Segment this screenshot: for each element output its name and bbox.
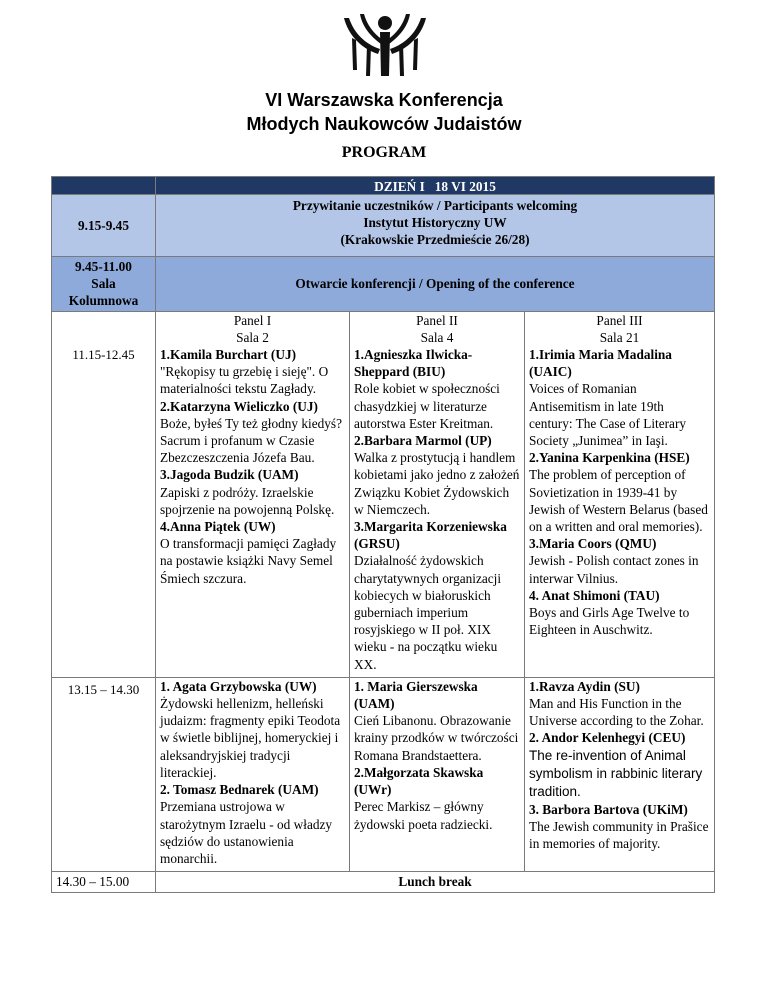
panel-2-name: Panel II [416,312,458,328]
panel-header-time-cell [52,311,156,329]
talk-title: "Rękopisy tu grzebię i sieję". O materialności tekstu Zagłady. [160,364,329,397]
welcome-time: 9.15-9.45 [52,195,156,257]
conference-title-line1: VI Warszawska Konferencja [265,90,503,110]
panel-1-header [156,311,350,329]
opening-room2: Kolumnowa [68,293,139,309]
speaker: 2. Andor Kelenhegyi (CEU) [529,730,686,746]
speaker: 2.Małgorzata Skawska (UWr) [354,764,484,798]
session2-row [52,677,715,871]
opening-row [52,256,715,311]
speaker: 1. Agata Grzybowska (UW) [160,678,317,694]
day-header [156,177,715,195]
talk-title: Cień Libanonu. Obrazowanie krainy przodków w twórczości Romana Brandstaettera. [354,713,519,763]
speaker: 2.Yanina Karpenkina (HSE) [529,450,690,466]
talk-title: The re-invention of Animal symbolism in rabbinic literary tradition. [529,747,703,799]
panel-3-room: Sala 21 [599,329,640,345]
talk-title: Voices of Romanian Antisemitism in late 19th century: The Case of Literary Society „Junimea” in Iaşi. [529,381,687,449]
speaker: 3.Margarita Korzeniewska (GRSU) [354,519,507,552]
speaker: 3.Jagoda Budzik (UAM) [160,467,299,483]
panel-2-header [350,311,525,329]
speaker: 1.Agnieszka Ilwicka-Sheppard (BIU) [354,347,473,380]
talk-title: Jewish - Polish contact zones in interwar Vilnius. [529,553,699,586]
panel-2-room: Sala 4 [420,329,454,345]
speaker: 3.Maria Coors (QMU) [529,536,657,552]
talk-title: O transformacji pamięci Zagłady na postawie książki Navy Semel Śmiech szczura. [160,536,337,586]
talk-title: Przemiana ustrojowa w starożytnym Izraelu - od władzy sędziów do ustanowienia monarchii. [160,799,333,866]
lunch-text: Lunch break [156,872,715,893]
welcome-line3: (Krakowskie Przedmieście 26/28) [340,232,530,248]
day-header-row [52,177,715,195]
opening-text: Otwarcie konferencji / Opening of the conference [156,256,715,311]
speaker: 2. Tomasz Bednarek (UAM) [160,782,319,798]
opening-room1: Sala [91,276,116,291]
speaker: 2.Barbara Marmol (UP) [354,433,492,449]
talk-title: Man and His Function in the Universe according to the Zohar. [529,696,704,729]
panel-1-name: Panel I [233,312,272,328]
day-date: 18 VI 2015 [434,179,496,194]
talk-title: Perec Markisz – główny żydowski poeta radziecki. [354,799,493,832]
speaker: 1.Kamila Burchart (UJ) [160,347,297,363]
speaker: 1.Irimia Maria Madalina (UAIC) [529,347,672,380]
welcome-line2: Instytut Historyczny UW [363,215,507,231]
opening-time-cell [52,256,156,311]
speaker: 4.Anna Piątek (UW) [160,519,276,535]
talk-title: Boże, byłeś Ty też głodny kiedyś? Sacrum i profanum w Czasie Zbezczeszczenia Józefa Bau. [160,415,342,466]
program-heading: PROGRAM [341,144,427,161]
talk-title: Żydowski hellenizm, helleński judaizm: fragmenty epiki Teodota w świetle biblijnej, homeryckiej i aleksandryjskiej tradycji literackiej. [160,696,341,780]
lunch-time: 14.30 – 15.00 [52,872,156,893]
session2-panel2 [350,677,525,871]
panel-1-room: Sala 2 [236,329,269,345]
conference-title-line2: Młodych Naukowców Judaistów [246,114,522,134]
panel-3-name: Panel III [596,312,643,328]
session1-panel2 [350,329,525,678]
day-label: DZIEŃ I [374,179,425,194]
session1-time-cell [52,329,156,678]
speaker: 4. Anat Shimoni (TAU) [529,587,660,603]
speaker: 3. Barbora Bartova (UKiM) [529,801,688,817]
session1-panel3 [525,329,715,678]
conference-logo [340,14,430,82]
session1-time: 11.15-12.45 [72,346,135,362]
day-header-time-cell [52,177,156,195]
talk-title: The Jewish community in Prašice in memories of majority. [529,818,709,852]
talk-title: Zapiski z podróży. Izraelskie spojrzenie na powojenną Polskę. [160,484,335,517]
welcome-cell [156,195,715,257]
session1-row [52,329,715,678]
session2-panel3 [525,677,715,871]
talk-title: The problem of perception of Sovietization in 1939-41 by Jewish of Western Belarus (based on a written and oral memories). [529,467,708,535]
opening-time: 9.45-11.00 [75,258,132,274]
session2-time-cell [52,677,156,871]
talk-title: Role kobiet w społeczności chasydzkiej w literaturze autorstwa Ester Kreitman. [354,381,500,431]
speaker: 2.Katarzyna Wieliczko (UJ) [160,398,318,414]
talk-title: Boys and Girls Age Twelve to Eighteen in Auschwitz. [529,605,690,638]
schedule-table [51,176,715,893]
session1-panel1 [156,329,350,678]
panel-3-header [525,311,715,329]
speaker: 1. Maria Gierszewska (UAM) [354,678,478,712]
panel-header-row [52,311,715,329]
talk-title: Walka z prostytucją i handlem kobietami jako jedno z założeń Związku Kobiet Żydowskich w Niemczech. [354,450,520,517]
speaker: 1.Ravza Aydin (SU) [529,678,640,694]
welcome-line1: Przywitanie uczestników / Participants welcoming [292,198,578,213]
talk-title: Działalność żydowskich charytatywnych organizacji kobiecych w białoruskich guberniach imperium rosyjskiego w II poł. XIX wieku - na początku wieku XX. [354,553,502,672]
session2-time: 13.15 – 14.30 [67,681,140,697]
lunch-row [52,872,715,893]
session2-panel1 [156,677,350,871]
welcome-row [52,195,715,257]
